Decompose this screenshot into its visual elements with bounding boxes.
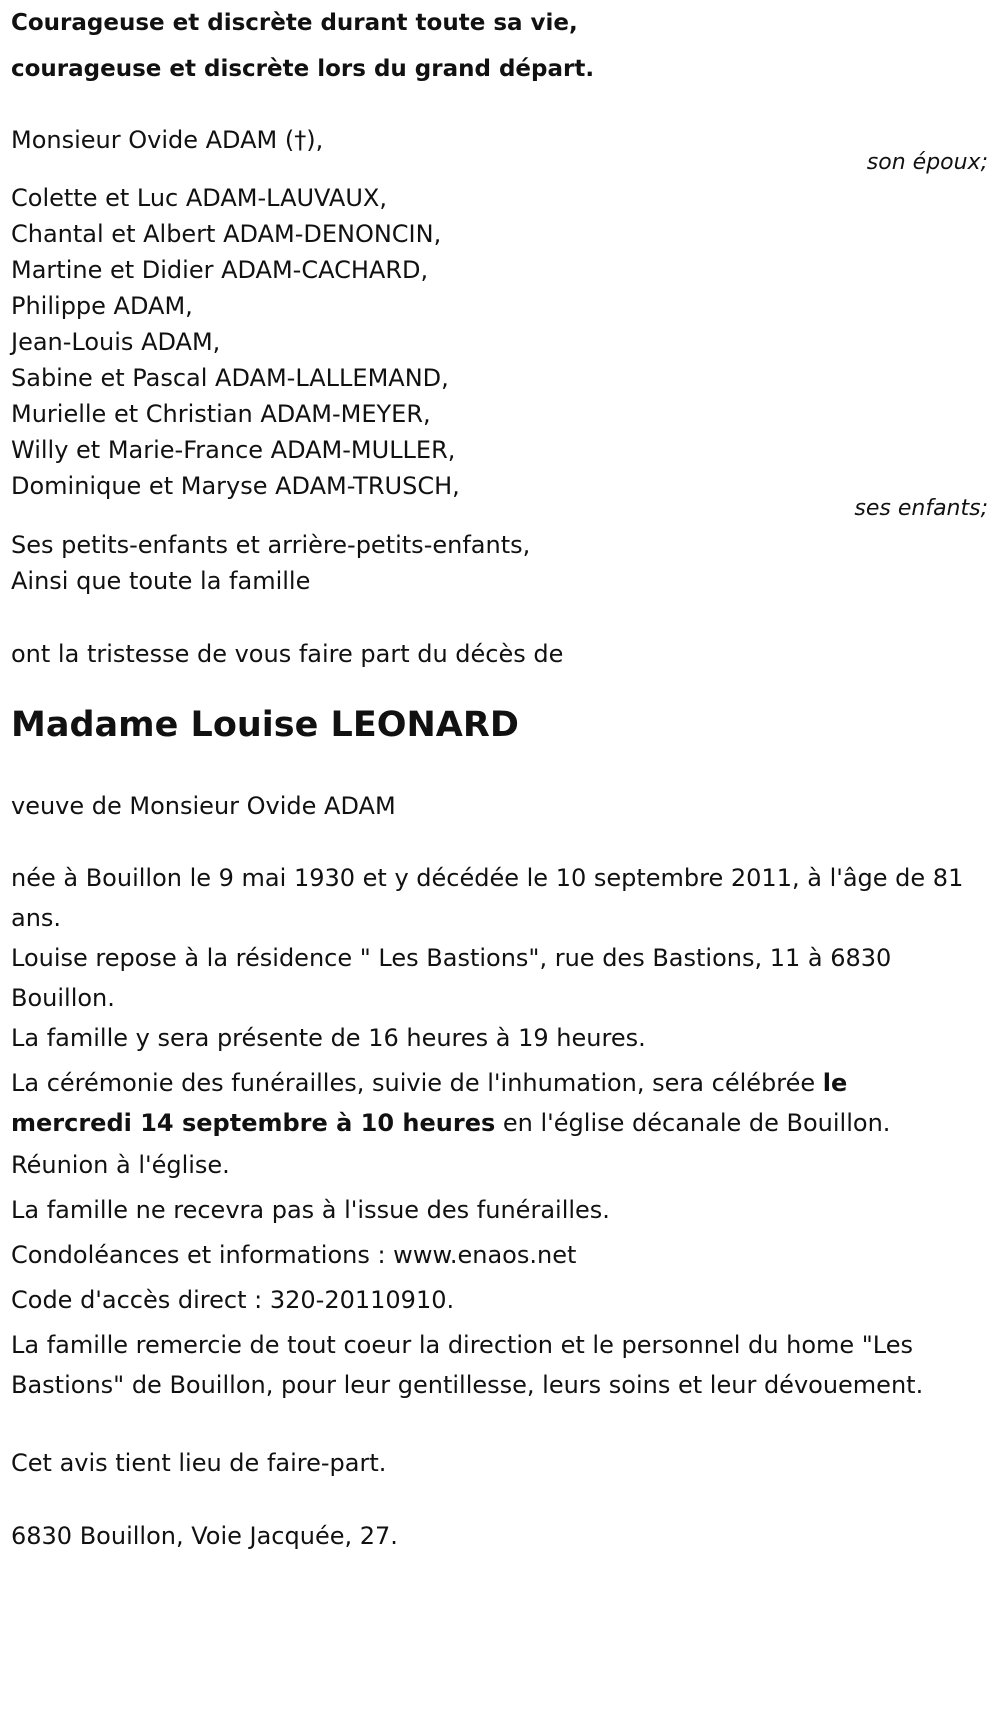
widow-of: veuve de Monsieur Ovide ADAM <box>11 792 396 820</box>
motto-line-2: courageuse et discrète lors du grand départ. <box>11 56 595 82</box>
notice-text: Cet avis tient lieu de faire-part. <box>11 1449 387 1477</box>
motto-line-1: Courageuse et discrète durant toute sa vie, <box>11 10 578 36</box>
ceremony-info <box>11 1063 971 1143</box>
child-2: Chantal et Albert ADAM-DENONCIN, <box>11 220 442 248</box>
birth-death-info: née à Bouillon le 9 mai 1930 et y décédée le 10 septembre 2011, à l'âge de 81 ans. <box>11 864 964 932</box>
resting-place: Louise repose à la résidence " Les Bastions", rue des Bastions, 11 à 6830 Bouillon. <box>11 944 892 1012</box>
ceremony-text-before: La cérémonie des funérailles, suivie de l'inhumation, sera célébrée <box>11 1069 823 1097</box>
child-9: Dominique et Maryse ADAM-TRUSCH, <box>11 472 460 500</box>
children-role: ses enfants; <box>854 496 988 521</box>
condolences-info: Condoléances et informations : www.enaos.net <box>11 1241 577 1269</box>
no-reception-info: La famille ne recevra pas à l'issue des funérailles. <box>11 1196 610 1224</box>
child-6: Sabine et Pascal ADAM-LALLEMAND, <box>11 364 449 392</box>
child-1: Colette et Luc ADAM-LAUVAUX, <box>11 184 387 212</box>
child-4: Philippe ADAM, <box>11 292 193 320</box>
address: 6830 Bouillon, Voie Jacquée, 27. <box>11 1522 398 1550</box>
access-code: Code d'accès direct : 320-20110910. <box>11 1286 455 1314</box>
ceremony-text-after: en l'église décanale de Bouillon. <box>495 1109 891 1137</box>
family-presence: La famille y sera présente de 16 heures à 19 heures. <box>11 1024 646 1052</box>
spouse-name: Monsieur Ovide ADAM (†), <box>11 126 324 154</box>
child-3: Martine et Didier ADAM-CACHARD, <box>11 256 429 284</box>
spouse-role: son époux; <box>866 150 988 175</box>
meeting-info: Réunion à l'église. <box>11 1151 230 1179</box>
announcement: ont la tristesse de vous faire part du décès de <box>11 640 564 668</box>
deceased-name: Madame Louise LEONARD <box>11 705 519 745</box>
child-5: Jean-Louis ADAM, <box>11 328 221 356</box>
family-line: Ainsi que toute la famille <box>11 567 311 595</box>
thanks-text: La famille remercie de tout coeur la direction et le personnel du home "Les Bastions" de Bouillon, pour leur gentillesse, leurs soins et leur dévouement. <box>11 1331 924 1399</box>
child-8: Willy et Marie-France ADAM-MULLER, <box>11 436 456 464</box>
grandchildren-line: Ses petits-enfants et arrière-petits-enfants, <box>11 531 531 559</box>
ceremony-date: le mercredi 14 septembre à 10 heures <box>11 1069 848 1137</box>
child-7: Murielle et Christian ADAM-MEYER, <box>11 400 431 428</box>
